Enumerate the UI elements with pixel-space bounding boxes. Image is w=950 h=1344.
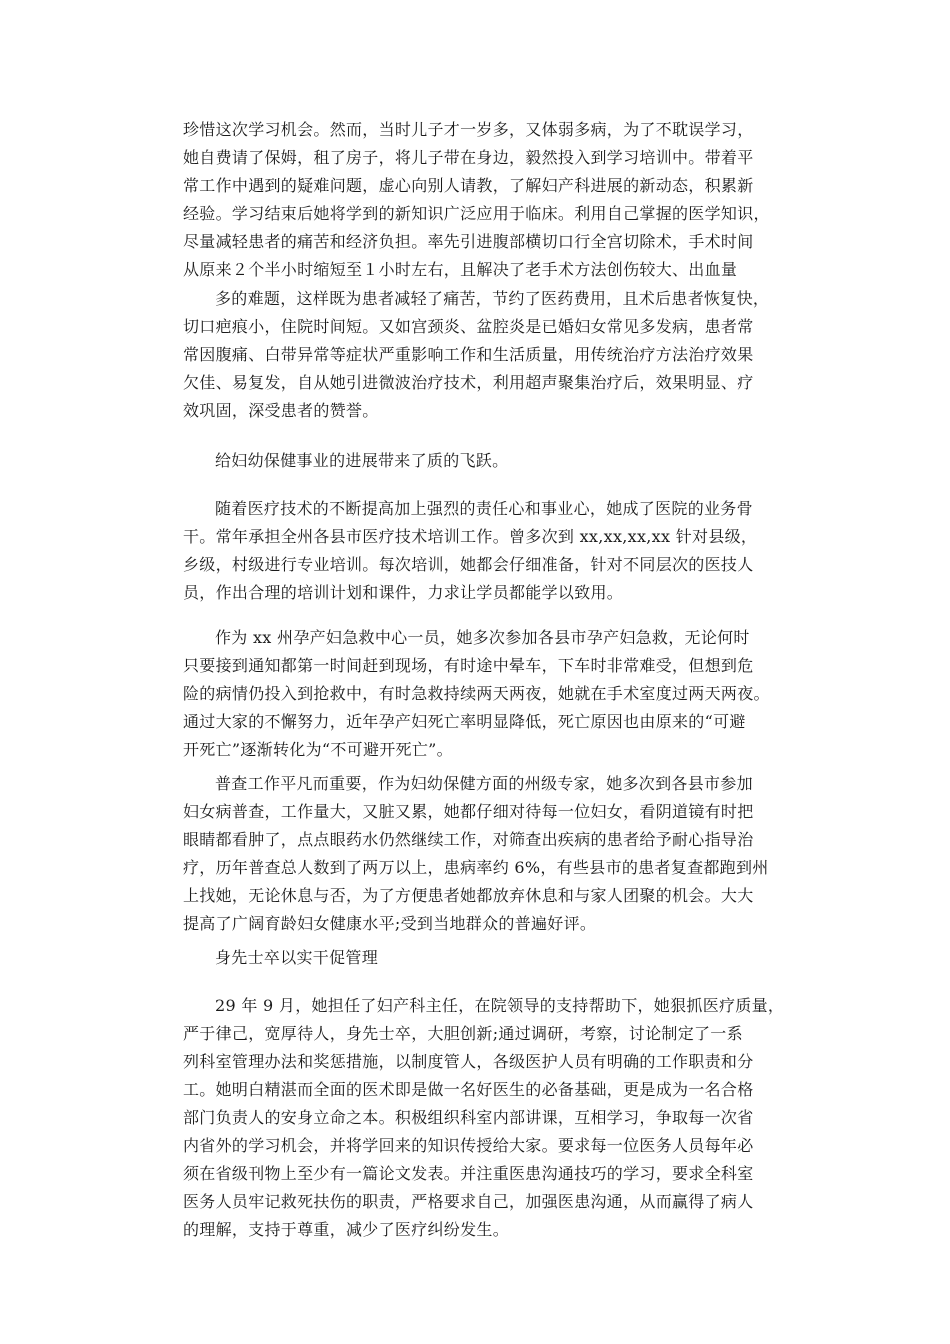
text-line: 切口疤痕小，住院时间短。又如宫颈炎、盆腔炎是已婚妇女常见多发病，患者常 xyxy=(183,317,754,336)
text-line: 列科室管理办法和奖惩措施，以制度管人，各级医护人员有明确的工作职责和分 xyxy=(183,1052,754,1071)
text-line: 作为 xx 州孕产妇急救中心一员，她多次参加各县市孕产妇急救，无论何时 xyxy=(215,628,750,647)
text-line: 眼睛都看肿了，点点眼药水仍然继续工作，对筛查出疾病的患者给予耐心指导治 xyxy=(183,830,754,849)
text-line: 尽量减轻患者的痛苦和经济负担。率先引进腹部横切口行全宫切除术，手术时间 xyxy=(183,232,754,251)
text-line: 多的难题，这样既为患者减轻了痛苦，节约了医药费用，且术后患者恢复快， xyxy=(215,289,770,308)
text-line: 干。常年承担全州各县市医疗技术培训工作。曾多次到 xx,xx,xx,xx 针对县级， xyxy=(183,527,758,546)
text-line: 严于律己，宽厚待人，身先士卒，大胆创新;通过调研，考察，讨论制定了一系 xyxy=(183,1024,743,1043)
paragraph-4 xyxy=(183,495,783,607)
text-line: 内省外的学习机会，并将学回来的知识传授给大家。要求每一位医务人员每年必 xyxy=(183,1136,754,1155)
text-line: 须在省级刊物上至少有一篇论文发表。并注重医患沟通技巧的学习，要求全科室 xyxy=(183,1164,754,1183)
paragraph-6 xyxy=(183,770,783,938)
text-line: 的理解，支持于尊重，减少了医疗纠纷发生。 xyxy=(183,1220,510,1239)
text-line: 上找她，无论休息与否，为了方便患者她都放弃休息和与家人团聚的机会。大大 xyxy=(183,886,754,905)
paragraph-2 xyxy=(183,285,783,425)
text-line: 只要接到通知都第一时间赶到现场，有时途中晕车，下车时非常难受，但想到危 xyxy=(183,656,754,675)
text-line: 经验。学习结束后她将学到的新知识广泛应用于临床。利用自己掌握的医学知识， xyxy=(183,204,770,223)
text-line: 乡级，村级进行专业培训。每次培训，她都会仔细准备，针对不同层次的医技人 xyxy=(183,555,754,574)
text-line: 她自费请了保姆，租了房子，将儿子带在身边，毅然投入到学习培训中。带着平 xyxy=(183,148,754,167)
text-line: 员，作出合理的培训计划和课件，力求让学员都能学以致用。 xyxy=(183,583,624,602)
text-line: 给妇幼保健事业的进展带来了质的飞跃。 xyxy=(215,451,509,470)
text-line: 身先士卒以实干促管理 xyxy=(215,948,379,967)
text-line: 常工作中遇到的疑难问题，虚心向别人请教，了解妇产科进展的新动态，积累新 xyxy=(183,176,754,195)
text-line: 妇女病普查，工作量大，又脏又累，她都仔细对待每一位妇女，看阴道镜有时把 xyxy=(183,802,754,821)
text-line: 提高了广阔育龄妇女健康水平;受到当地群众的普遍好评。 xyxy=(183,914,597,933)
text-line: 欠佳、易复发，自从她引进微波治疗技术，利用超声聚集治疗后，效果明显、疗 xyxy=(183,373,754,392)
text-line: 通过大家的不懈努力，近年孕产妇死亡率明显降低，死亡原因也由原来的“可避 xyxy=(183,712,746,731)
text-line: 开死亡”逐渐转化为“不可避开死亡”。 xyxy=(183,740,453,759)
text-line: 普查工作平凡而重要，作为妇幼保健方面的州级专家，她多次到各县市参加 xyxy=(215,774,753,793)
section-heading xyxy=(183,944,783,972)
text-line: 珍惜这次学习机会。然而，当时儿子才一岁多，又体弱多病，为了不耽误学习， xyxy=(183,120,754,139)
paragraph-5 xyxy=(183,624,783,764)
paragraph-7 xyxy=(183,992,783,1244)
text-line: 效巩固，深受患者的赞誉。 xyxy=(183,401,379,420)
text-line: 工。她明白精湛而全面的医术即是做一名好医生的必备基础，更是成为一名合格 xyxy=(183,1080,754,1099)
text-line: 疗，历年普查总人数到了两万以上，患病率约 6%，有些县市的患者复查都跑到州 xyxy=(183,858,769,877)
text-line: 医务人员牢记救死扶伤的职责，严格要求自己，加强医患沟通，从而赢得了病人 xyxy=(183,1192,754,1211)
text-line: 常因腹痛、白带异常等症状严重影响工作和生活质量，用传统治疗方法治疗效果 xyxy=(183,345,754,364)
text-line: 从原来２个半小时缩短至１小时左右，且解决了老手术方法创伤较大、出血量 xyxy=(183,260,738,279)
text-line: 29 年 9 月，她担任了妇产科主任，在院领导的支持帮助下，她狠抓医疗质量， xyxy=(215,996,785,1015)
paragraph-1 xyxy=(183,116,783,284)
text-line: 部门负责人的安身立命之本。积极组织科室内部讲课，互相学习，争取每一次省 xyxy=(183,1108,754,1127)
text-line: 随着医疗技术的不断提高加上强烈的责任心和事业心，她成了医院的业务骨 xyxy=(215,499,753,518)
text-line: 险的病情仍投入到抢救中，有时急救持续两天两夜，她就在手术室度过两天两夜。 xyxy=(183,684,770,703)
paragraph-3 xyxy=(183,447,783,475)
